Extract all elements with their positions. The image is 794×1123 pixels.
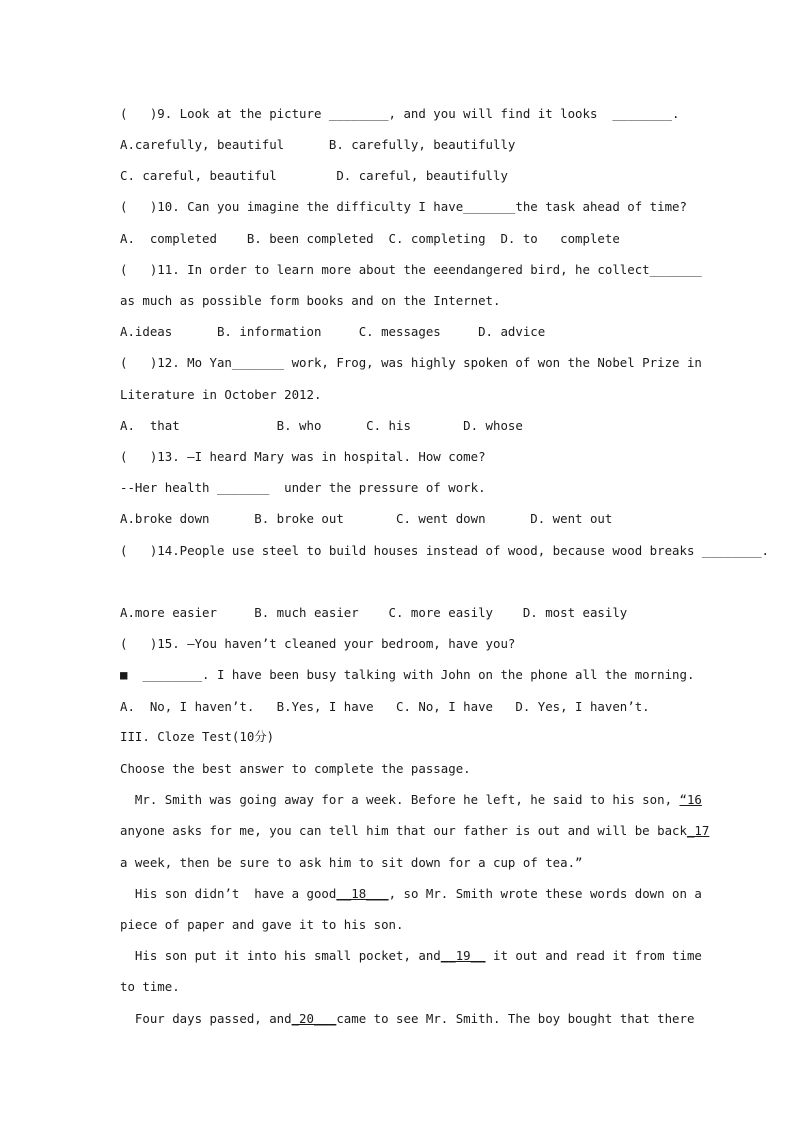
passage-line-8 bbox=[120, 1011, 694, 1027]
passage-text: His son put it into his small pocket, and bbox=[120, 948, 441, 963]
passage-text: anyone asks for me, you can tell him that our father is out and will be back bbox=[120, 823, 687, 838]
passage-text: Mr. Smith was going away for a week. Before he left, he said to his son, bbox=[120, 792, 680, 807]
q9-stem: ( )9. Look at the picture ________, and you will find it looks ________. bbox=[120, 106, 680, 121]
q10-stem: ( )10. Can you imagine the difficulty I have_______the task ahead of time? bbox=[120, 199, 687, 214]
q15-stem: ( )15. —You haven’t cleaned your bedroom, have you? bbox=[120, 636, 516, 651]
q10-options: A. completed B. been completed C. completing D. to complete bbox=[120, 231, 620, 246]
passage-line-6 bbox=[120, 948, 702, 964]
passage-line-7: to time. bbox=[120, 979, 180, 994]
q9-options-cd: C. careful, beautiful D. careful, beautifully bbox=[120, 168, 508, 183]
q13-options: A.broke down B. broke out C. went down D. went out bbox=[120, 511, 613, 526]
q12-stem: ( )12. Mo Yan_______ work, Frog, was highly spoken of won the Nobel Prize in bbox=[120, 355, 702, 370]
passage-line-4 bbox=[120, 886, 702, 902]
q15-response: ■ ________. I have been busy talking with John on the phone all the morning. bbox=[120, 667, 695, 682]
section-title: III. Cloze Test(10分) bbox=[120, 729, 275, 744]
q13-stem: ( )13. —I heard Mary was in hospital. How come? bbox=[120, 449, 486, 464]
q11-stem-cont: as much as possible form books and on the Internet. bbox=[120, 293, 501, 308]
passage-line-1 bbox=[120, 792, 702, 808]
q12-options: A. that B. who C. his D. whose bbox=[120, 418, 523, 433]
section-instruction: Choose the best answer to complete the passage. bbox=[120, 761, 471, 776]
q9-options-ab: A.carefully, beautiful B. carefully, beautifully bbox=[120, 137, 516, 152]
blank-17: _17 bbox=[686, 823, 710, 838]
blank-16: “16 bbox=[679, 792, 702, 807]
passage-text: His son didn’t have a good bbox=[120, 886, 337, 901]
blank-18: __18___ bbox=[336, 886, 389, 901]
passage-text: Four days passed, and bbox=[120, 1011, 292, 1026]
q13-stem-cont: --Her health _______ under the pressure of work. bbox=[120, 480, 486, 495]
passage-text: came to see Mr. Smith. The boy bought that there bbox=[336, 1011, 695, 1026]
q11-stem: ( )11. In order to learn more about the eeendangered bird, he collect_______ bbox=[120, 262, 702, 277]
passage-line-2 bbox=[120, 823, 709, 839]
passage-text: , so Mr. Smith wrote these words down on a bbox=[388, 886, 702, 901]
q11-options: A.ideas B. information C. messages D. advice bbox=[120, 324, 546, 339]
blank-20: _20___ bbox=[291, 1011, 337, 1026]
passage-line-3: a week, then be sure to ask him to sit down for a cup of tea.” bbox=[120, 855, 583, 870]
passage-line-5: piece of paper and gave it to his son. bbox=[120, 917, 404, 932]
blank-19: __19__ bbox=[440, 948, 486, 963]
q14-options: A.more easier B. much easier C. more easily D. most easily bbox=[120, 605, 628, 620]
passage-text: it out and read it from time bbox=[485, 948, 702, 963]
q12-stem-cont: Literature in October 2012. bbox=[120, 387, 322, 402]
q15-options: A. No, I haven’t. B.Yes, I have C. No, I have D. Yes, I haven’t. bbox=[120, 699, 650, 714]
q14-stem: ( )14.People use steel to build houses instead of wood, because wood breaks ________. bbox=[120, 543, 770, 558]
